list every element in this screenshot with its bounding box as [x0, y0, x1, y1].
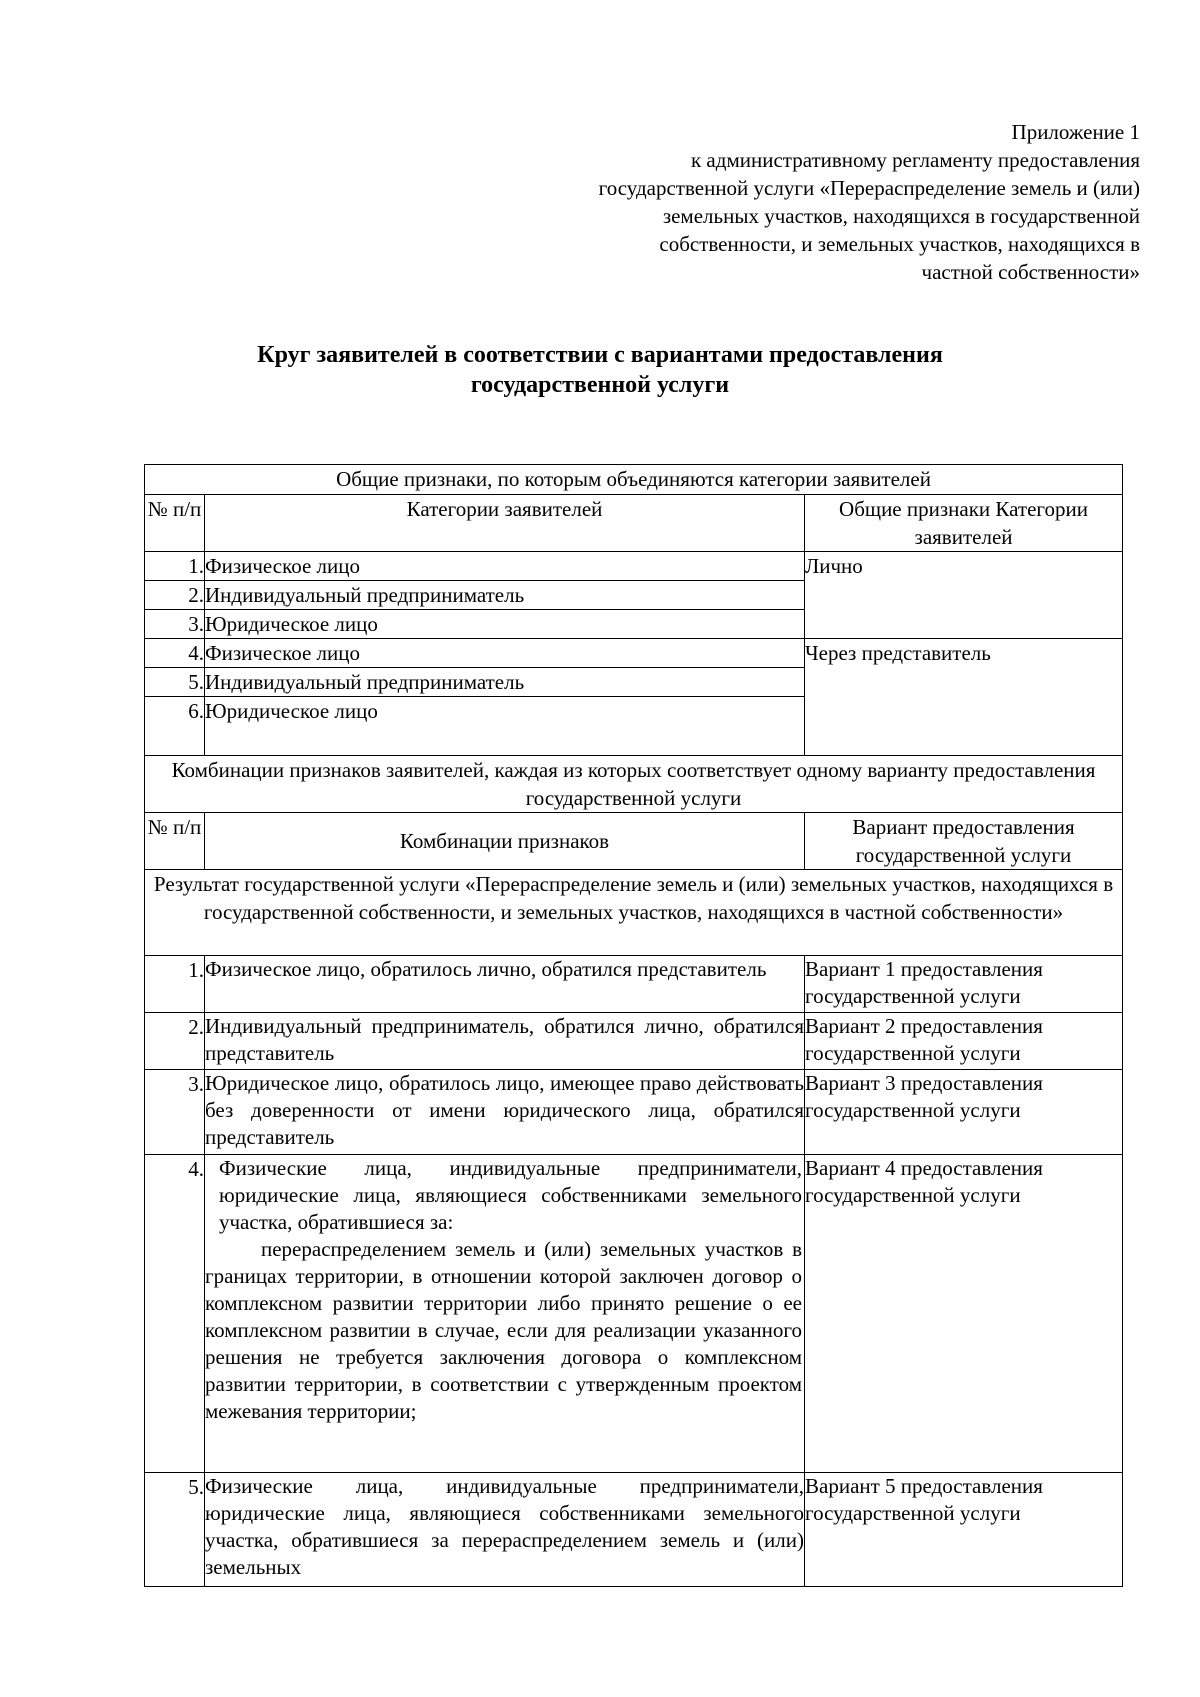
category-cell: Юридическое лицо: [205, 697, 805, 756]
annex-header: [460, 118, 1140, 286]
sign-representative: Через представитель: [805, 639, 1123, 756]
category-row: [145, 552, 1123, 581]
row-number: 5.: [145, 1473, 205, 1587]
combination-cell: Индивидуальный предприниматель, обратился лично, обратился представитель: [205, 1013, 805, 1070]
col-signs-header: Общие признаки Категории заявителей: [805, 495, 1123, 552]
combination-row: [145, 1155, 1123, 1473]
applicants-table: [144, 464, 1123, 1587]
variant-cell: Вариант 5 предоставления государственной услуги: [805, 1473, 1123, 1587]
section2-header: Комбинации признаков заявителей, каждая из которых соответствует одному варианту предоставления государственной услуги: [145, 756, 1123, 813]
row-number: 4.: [145, 639, 205, 668]
variant-cell: Вариант 3 предоставления государственной услуги: [805, 1070, 1123, 1155]
row-number: 5.: [145, 668, 205, 697]
col-combinations-header: Комбинации признаков: [205, 813, 805, 870]
annex-line: государственной услуги «Перераспределение земель и (или): [598, 176, 1140, 200]
col-categories-header: Категории заявителей: [205, 495, 805, 552]
annex-line: собственности, и земельных участков, находящихся в: [659, 232, 1140, 256]
category-cell: Индивидуальный предприниматель: [205, 581, 805, 610]
section1-columns-row: [145, 495, 1123, 552]
combination-cell: Юридическое лицо, обратилось лицо, имеющее право действовать без доверенности от имени юридического лица, обратился представитель: [205, 1070, 805, 1155]
row-number: 3.: [145, 610, 205, 639]
row-number: 3.: [145, 1070, 205, 1155]
variant-cell: Вариант 1 предоставления государственной услуги: [805, 956, 1123, 1013]
category-cell: Физическое лицо: [205, 639, 805, 668]
section2-columns-row: [145, 813, 1123, 870]
col-variant-header: Вариант предоставления государственной услуги: [805, 813, 1123, 870]
combination-row: [145, 1473, 1123, 1587]
annex-line: Приложение 1: [1011, 120, 1140, 144]
sign-personal: Лично: [805, 552, 1123, 639]
variant-cell: Вариант 2 предоставления государственной услуги: [805, 1013, 1123, 1070]
category-cell: Физическое лицо: [205, 552, 805, 581]
annex-line: к административному регламенту предоставления: [690, 148, 1140, 172]
category-row: [145, 639, 1123, 668]
category-cell: Юридическое лицо: [205, 610, 805, 639]
result-header: Результат государственной услуги «Перераспределение земель и (или) земельных участков, находящихся в государственной собственности, и земельных участков, находящихся в частной собственности»: [145, 870, 1123, 956]
section2-header-row: [145, 756, 1123, 813]
col-num-header: № п/п: [145, 813, 205, 870]
row-number: 6.: [145, 697, 205, 756]
annex-line: частной собственности»: [921, 260, 1140, 284]
row-number: 4.: [145, 1155, 205, 1473]
combination-cell: Физическое лицо, обратилось лично, обратился представитель: [205, 956, 805, 1013]
row-number: 2.: [145, 581, 205, 610]
category-cell: Индивидуальный предприниматель: [205, 668, 805, 697]
row-number: 1.: [145, 552, 205, 581]
combination-row: [145, 956, 1123, 1013]
section1-header-row: [145, 465, 1123, 495]
title-line-2: государственной услуги: [470, 372, 730, 398]
annex-line: земельных участков, находящихся в государственной: [662, 204, 1140, 228]
combination-continuation: перераспределением земель и (или) земельных участков в границах территории, в отношении которой заключен договор о комплексном развитии территории либо принято решение о ее комплексном развитии в случае, если для реализации указанного решения не требуется заключения договора о комплексном развитии территории, в соответствии с утвержденным проектом межевания территории;: [205, 1237, 802, 1423]
combination-cell: [205, 1155, 805, 1473]
combination-row: [145, 1070, 1123, 1155]
row-number: 1.: [145, 956, 205, 1013]
col-num-header: № п/п: [145, 495, 205, 552]
result-header-row: [145, 870, 1123, 956]
title-line-1: Круг заявителей в соответствии с вариантами предоставления: [257, 342, 943, 368]
variant-cell: Вариант 4 предоставления государственной услуги: [805, 1155, 1123, 1473]
row-number: 2.: [145, 1013, 205, 1070]
section1-header: Общие признаки, по которым объединяются категории заявителей: [145, 465, 1123, 495]
combination-cell: Физические лица, индивидуальные предприниматели, юридические лица, являющиеся собственниками земельного участка, обратившиеся за перераспределением земель и (или) земельных: [205, 1473, 805, 1587]
document-title: [0, 340, 1200, 400]
combination-text: Физические лица, индивидуальные предприниматели, юридические лица, являющиеся собственниками земельного участка, обратившиеся за:: [219, 1156, 802, 1234]
combination-row: [145, 1013, 1123, 1070]
